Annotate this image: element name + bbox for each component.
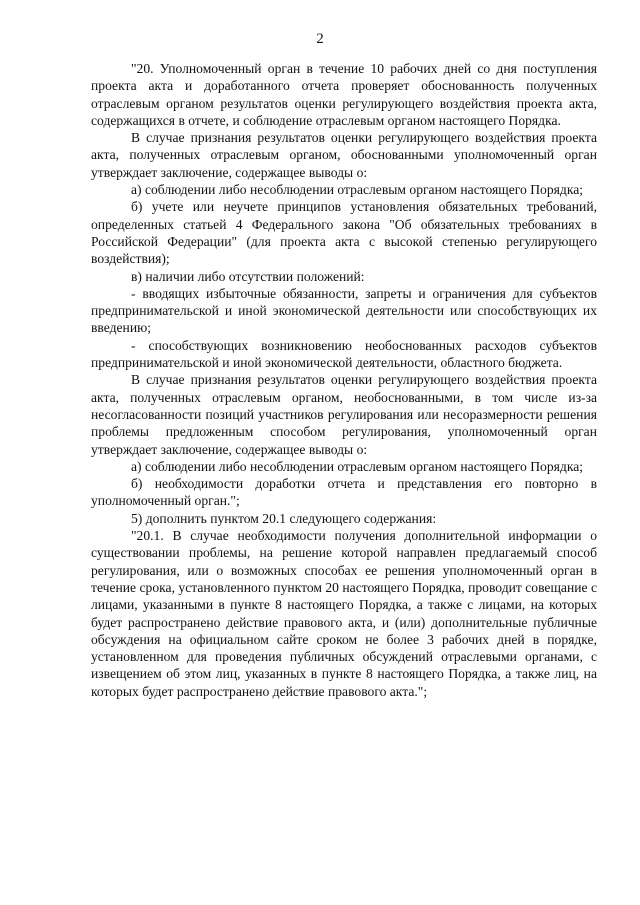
paragraph-conclusion-b: б) учете или неучете принципов установления обязательных требований, определенных статьей 4 Федерального закона "Об обязательных требованиях в Российской Федерации" (для проекта акта с высокой степенью регулирующего воздействия); (91, 199, 597, 267)
paragraph-dash-unjustified-costs: - способствующих возникновению необоснованных расходов субъектов предпринимательской и иной экономической деятельности, областного бюджета. (91, 337, 597, 371)
paragraph-unjustified-a: а) соблюдении либо несоблюдении отраслевым органом настоящего Порядка; (131, 458, 584, 474)
paragraph-justified-case: В случае признания результатов оценки регулирующего воздействия проекта акта, полученных отраслевым органом, обоснованными уполномоченный орган утверждает заключение, содержащее выводы о: (91, 130, 597, 180)
paragraph-conclusion-c: в) наличии либо отсутствии положений: (131, 268, 365, 284)
paragraph-unjustified-b: б) необходимости доработки отчета и представления его повторно в уполномоченный орган."; (91, 476, 597, 509)
document-body (91, 60, 597, 700)
paragraph-conclusion-a: а) соблюдении либо несоблюдении отраслевым органом настоящего Порядка; (131, 182, 584, 198)
paragraph-dash-excessive-duties: - вводящих избыточные обязанности, запреты и ограничения для субъектов предпринимательской и иной экономической деятельности или способствующих их введению; (91, 285, 597, 336)
page-number: 2 (316, 31, 324, 47)
paragraph-item-20-1: "20.1. В случае необходимости получения дополнительной информации о существовании проблемы, на решение которой направлен предлагаемый способ регулирования, или о возможных способах ее решения уполномоченный орган в течение срока, установленного пунктом 20 настоящего Порядка, проводит совещание с лицами, указанными в пункте 8 настоящего Порядка, а также с лицами, на которых будет распространено действие правового акта, и (или) дополнительные публичные обсуждения на официальном сайте сроком не более 3 рабочих дней в порядке, установленном для проведения публичных обсуждений отраслевыми органами, с извещением об этом лиц, указанных в пункте 8 настоящего Порядка, а также лиц, на которых будет распространено действие правового акта."; (91, 528, 597, 699)
paragraph-amendment-5: 5) дополнить пунктом 20.1 следующего содержания: (131, 510, 437, 526)
paragraph-item-20: "20. Уполномоченный орган в течение 10 рабочих дней со дня поступления проекта акта и доработанного отчета проверяет обоснованность полученных отраслевым органом результатов оценки регулирующего воздействия проекта акта, содержащихся в отчете, и соблюдение отраслевым органом настоящего Порядка. (91, 61, 597, 128)
paragraph-unjustified-case: В случае признания результатов оценки регулирующего воздействия проекта акта, полученных отраслевым органом, необоснованными, в том числе из-за несогласованности позиций участников регулирования или несоразмерности решения проблемы предложенным способом регулирования, уполномоченный орган утверждает заключение, содержащее выводы о: (91, 372, 597, 457)
